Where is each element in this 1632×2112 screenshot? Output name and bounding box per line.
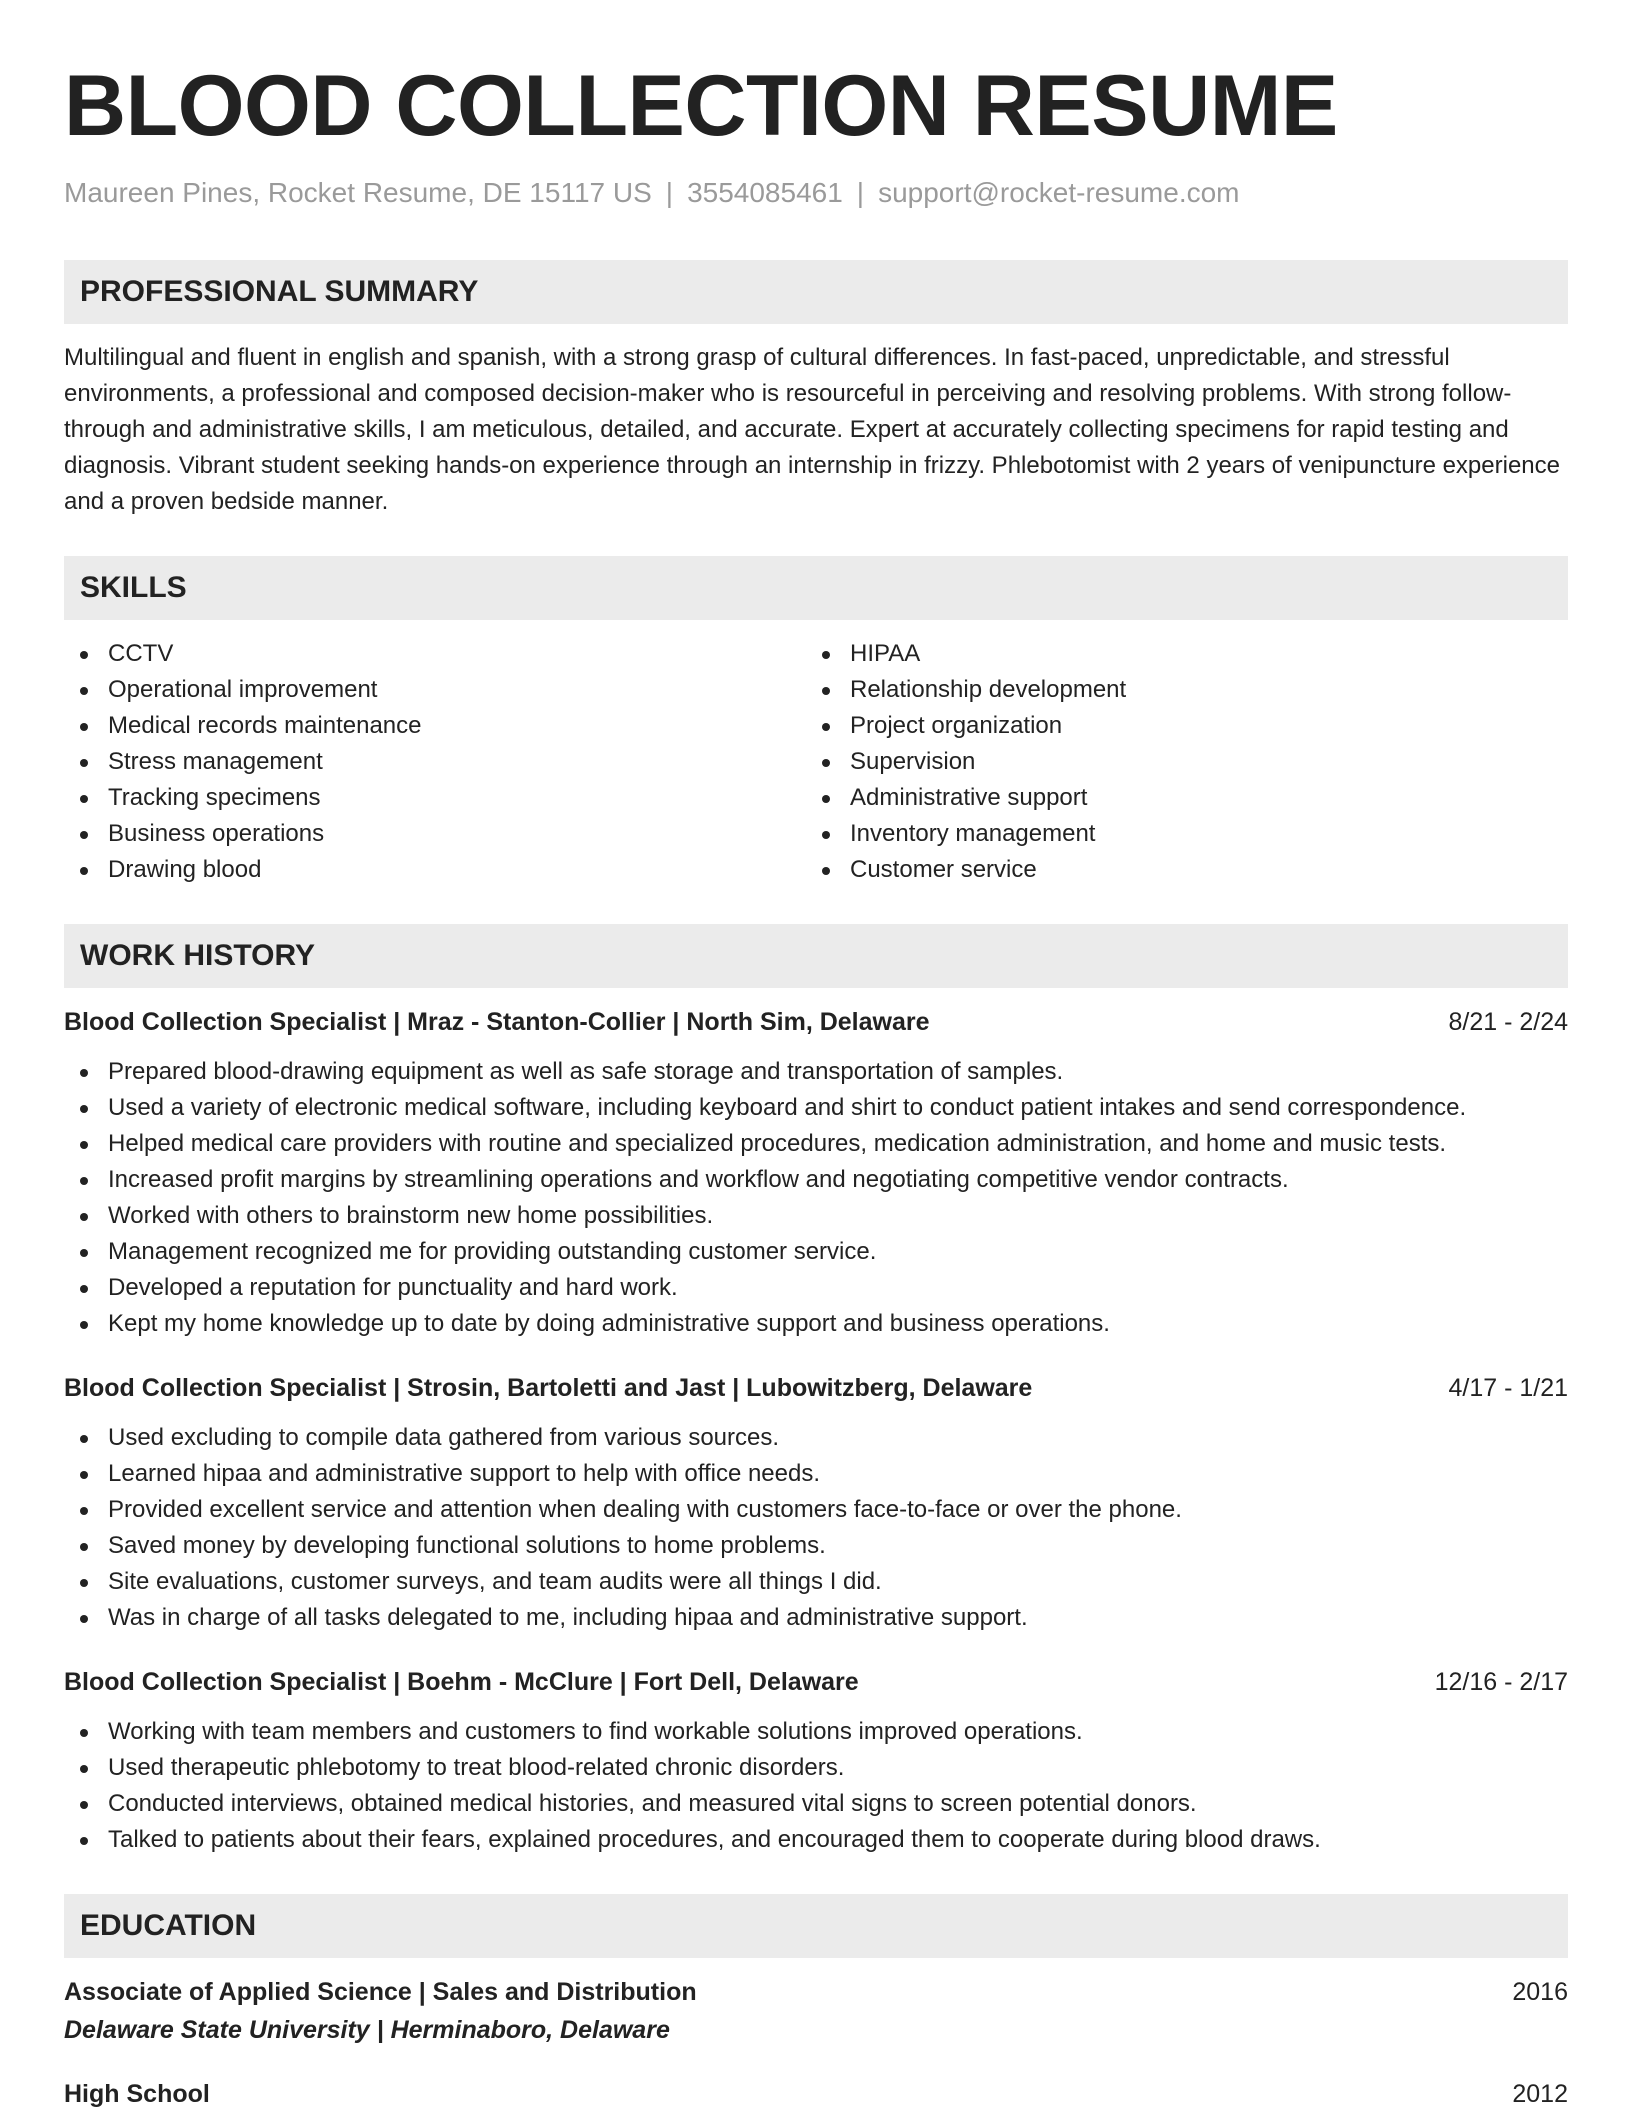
job-bullet: Kept my home knowledge up to date by doing administrative support and business operations. (64, 1306, 1568, 1342)
summary-text: Multilingual and fluent in english and spanish, with a strong grasp of cultural differences. In fast-paced, unpredictable, and stressful environments, a professional and composed decision-maker who is resourceful in perceiving and resolving problems. With strong follow-through and administrative skills, I am meticulous, detailed, and accurate. Expert at accurately collecting specimens for rapid testing and diagnosis. Vibrant student seeking hands-on experience through an internship in frizzy. Phlebotomist with 2 years of venipuncture experience and a proven bedside manner. (64, 344, 1560, 515)
job-dates: 8/21 - 2/24 (1448, 1008, 1568, 1036)
job-bullet: Provided excellent service and attention when dealing with customers face-to-face or over the phone. (64, 1492, 1568, 1528)
job-bullet: Learned hipaa and administrative support to help with office needs. (64, 1456, 1568, 1492)
education-degree: High School (64, 2080, 210, 2108)
skill-item: Customer service (806, 852, 1548, 888)
education-section (64, 1894, 1568, 2112)
skill-item: Inventory management (806, 816, 1548, 852)
education-year: 2012 (1512, 2080, 1568, 2108)
work-history-heading: WORK HISTORY (64, 924, 1568, 988)
job-bullet: Increased profit margins by streamlining operations and workflow and negotiating competitive vendor contracts. (64, 1162, 1568, 1198)
skill-item: Drawing blood (64, 852, 806, 888)
job-bullet: Worked with others to brainstorm new home possibilities. (64, 1198, 1568, 1234)
job-entry (64, 1004, 1568, 1342)
job-bullet: Working with team members and customers to find workable solutions improved operations. (64, 1714, 1568, 1750)
skill-item: Business operations (64, 816, 806, 852)
contact-line (64, 176, 1568, 210)
job-bullet: Used a variety of electronic medical software, including keyboard and shirt to conduct patient intakes and send correspondence. (64, 1090, 1568, 1126)
job-dates: 4/17 - 1/21 (1448, 1374, 1568, 1402)
skill-item: HIPAA (806, 636, 1548, 672)
contact-phone: 3554085461 (687, 177, 843, 208)
job-entry (64, 1370, 1568, 1636)
job-bullets (64, 1714, 1568, 1858)
job-header (64, 1004, 1568, 1040)
contact-address: Maureen Pines, Rocket Resume, DE 15117 US (64, 177, 652, 208)
job-bullet: Used excluding to compile data gathered from various sources. (64, 1420, 1568, 1456)
education-year: 2016 (1512, 1978, 1568, 2006)
job-title: Blood Collection Specialist | Strosin, Bartoletti and Jast | Lubowitzberg, Delaware (64, 1374, 1033, 1402)
summary-heading: PROFESSIONAL SUMMARY (64, 260, 1568, 324)
job-bullet: Was in charge of all tasks delegated to me, including hipaa and administrative support. (64, 1600, 1568, 1636)
skills-list-right (806, 636, 1548, 888)
job-header (64, 1664, 1568, 1700)
job-bullet: Used therapeutic phlebotomy to treat blood-related chronic disorders. (64, 1750, 1568, 1786)
skills-section (64, 556, 1568, 888)
skill-item: Relationship development (806, 672, 1548, 708)
skill-item: Project organization (806, 708, 1548, 744)
contact-separator: | (856, 177, 865, 208)
education-degree: Associate of Applied Science | Sales and Distribution (64, 1978, 697, 2006)
skill-item: CCTV (64, 636, 806, 672)
job-entry (64, 1664, 1568, 1858)
job-bullet: Talked to patients about their fears, explained procedures, and encouraged them to cooperate during blood draws. (64, 1822, 1568, 1858)
contact-separator: | (665, 177, 674, 208)
job-bullet: Helped medical care providers with routine and specialized procedures, medication administration, and home and music tests. (64, 1126, 1568, 1162)
summary-section (64, 260, 1568, 520)
job-bullet: Saved money by developing functional solutions to home problems. (64, 1528, 1568, 1564)
skill-item: Administrative support (806, 780, 1548, 816)
skill-item: Tracking specimens (64, 780, 806, 816)
job-bullets (64, 1054, 1568, 1342)
job-title: Blood Collection Specialist | Mraz - Stanton-Collier | North Sim, Delaware (64, 1008, 930, 1036)
job-bullet: Developed a reputation for punctuality and hard work. (64, 1270, 1568, 1306)
education-school: Delaware State University | Herminaboro, Delaware (64, 2016, 670, 2044)
job-header (64, 1370, 1568, 1406)
contact-email: support@rocket-resume.com (878, 177, 1240, 208)
education-header (64, 1974, 1568, 2010)
education-heading: EDUCATION (64, 1894, 1568, 1958)
skill-item: Stress management (64, 744, 806, 780)
skills-list-left (64, 636, 806, 888)
resume-title: BLOOD COLLECTION RESUME (64, 58, 1338, 154)
job-bullet: Management recognized me for providing outstanding customer service. (64, 1234, 1568, 1270)
education-header (64, 2076, 1568, 2112)
education-entry (64, 1974, 1568, 2048)
job-bullet: Conducted interviews, obtained medical histories, and measured vital signs to screen potential donors. (64, 1786, 1568, 1822)
job-bullets (64, 1420, 1568, 1636)
skill-item: Medical records maintenance (64, 708, 806, 744)
work-history-section (64, 924, 1568, 1858)
skill-item: Operational improvement (64, 672, 806, 708)
education-entry (64, 2076, 1568, 2112)
job-bullet: Site evaluations, customer surveys, and team audits were all things I did. (64, 1564, 1568, 1600)
job-dates: 12/16 - 2/17 (1434, 1668, 1568, 1696)
job-bullet: Prepared blood-drawing equipment as well as safe storage and transportation of samples. (64, 1054, 1568, 1090)
job-title: Blood Collection Specialist | Boehm - McClure | Fort Dell, Delaware (64, 1668, 859, 1696)
skill-item: Supervision (806, 744, 1548, 780)
skills-heading: SKILLS (64, 556, 1568, 620)
skills-columns (64, 636, 1568, 888)
